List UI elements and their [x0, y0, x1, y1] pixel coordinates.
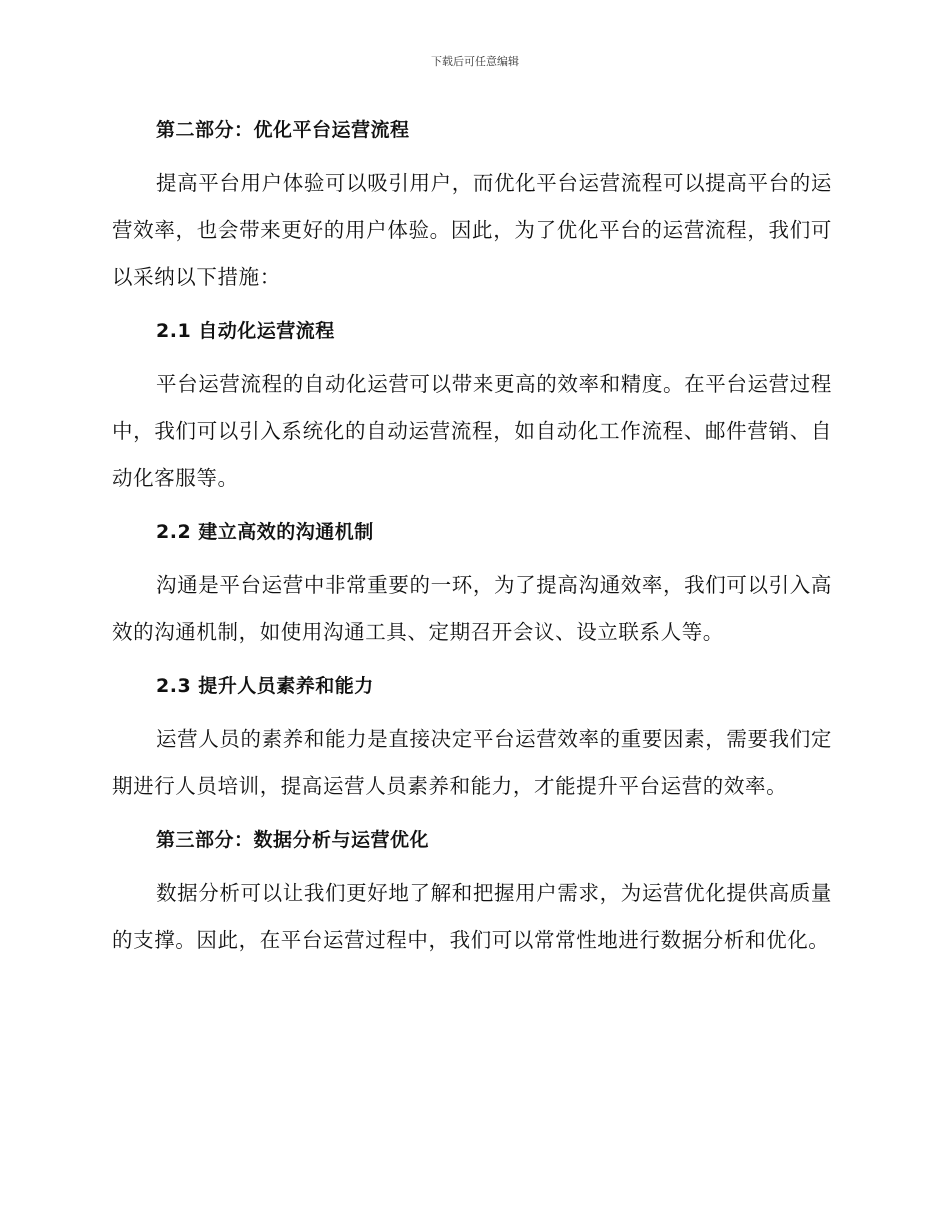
part3-paragraph: 数据分析可以让我们更好地了解和把握用户需求，为运营优化提供高质量的支撑。因此，在平台运营过程中，我们可以常常性地进行数据分析和优化。 [112, 881, 832, 952]
part2-heading: 第二部分：优化平台运营流程 [156, 119, 410, 141]
section-2-2-heading: 2.2 建立高效的沟通机制 [156, 521, 374, 543]
section-2-2-paragraph: 沟通是平台运营中非常重要的一环，为了提高沟通效率，我们可以引入高效的沟通机制，如使用沟通工具、定期召开会议、设立联系人等。 [112, 573, 832, 644]
page-header: 下载后可任意编辑 [431, 55, 519, 68]
part3-heading: 第三部分：数据分析与运营优化 [156, 829, 430, 851]
document-body [112, 113, 832, 964]
section-2-1-paragraph: 平台运营流程的自动化运营可以带来更高的效率和精度。在平台运营过程中，我们可以引入系统化的自动运营流程，如自动化工作流程、邮件营销、自动化客服等。 [112, 372, 832, 490]
section-2-1-heading: 2.1 自动化运营流程 [156, 320, 335, 342]
section-2-3-paragraph: 运营人员的素养和能力是直接决定平台运营效率的重要因素，需要我们定期进行人员培训，提高运营人员素养和能力，才能提升平台运营的效率。 [112, 727, 832, 798]
section-2-3-heading: 2.3 提升人员素养和能力 [156, 675, 374, 697]
part2-intro-paragraph: 提高平台用户体验可以吸引用户，而优化平台运营流程可以提高平台的运营效率，也会带来更好的用户体验。因此，为了优化平台的运营流程，我们可以采纳以下措施： [112, 171, 832, 289]
